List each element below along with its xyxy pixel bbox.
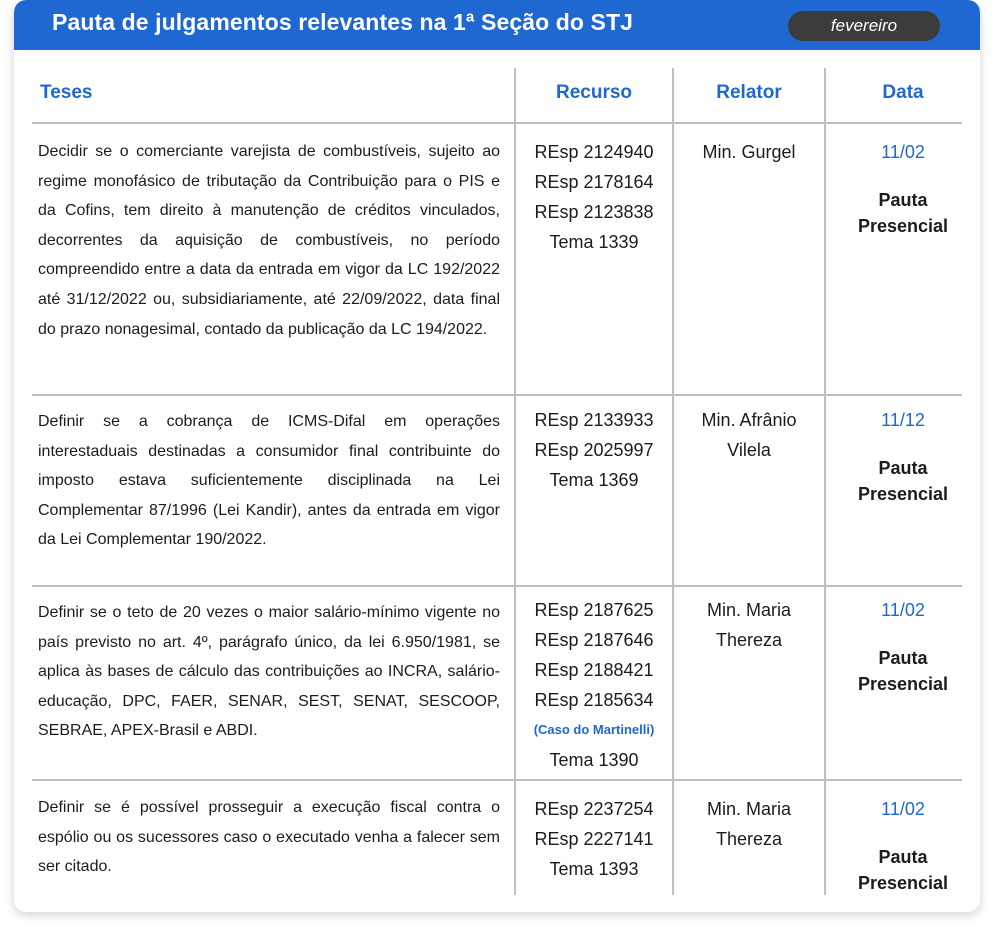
pauta-line: Presencial [857, 674, 949, 694]
data-cell [826, 405, 980, 507]
pauta-line: Presencial [857, 873, 949, 893]
pauta-label [826, 455, 980, 507]
pauta-line: Pauta [878, 190, 928, 210]
data-cell [826, 137, 980, 239]
month-badge: fevereiro [788, 11, 940, 41]
recurso-number: REsp 2187625 [534, 600, 654, 620]
relator-name: Min. Maria [706, 600, 791, 620]
tema-label: Tema 1393 [549, 859, 639, 879]
pauta-label [826, 844, 980, 896]
col-header-recurso: Recurso [555, 82, 633, 103]
agenda-card [14, 0, 980, 912]
session-date: 11/02 [881, 600, 925, 620]
pauta-line: Pauta [878, 458, 928, 478]
session-date: 11/12 [881, 410, 925, 430]
tese-text: Definir se o teto de 20 vezes o maior salário-mínimo vigente no país previsto no art. 4º, parágrafo único, da lei 6.950/1981, se aplica às bases de cálculo das contribuições ao INCRA, salário-educação, DPC, FAER, SENAR, SEST, SENAT, SESCOOP, SEBRAE, APEX-Brasil e ABDI. [38, 604, 500, 740]
relator-name: Min. Gurgel [702, 142, 796, 162]
recurso-number: REsp 2185634 [534, 690, 654, 710]
relator-name: Thereza [715, 630, 783, 650]
session-date: 11/02 [881, 799, 925, 819]
col-header-relator: Relator [716, 82, 782, 103]
page-title: Pauta de julgamentos relevantes na 1ª Seção do STJ [52, 9, 634, 35]
recurso-cell [516, 405, 672, 495]
pauta-line: Presencial [857, 216, 949, 236]
tema-label: Tema 1390 [549, 750, 639, 770]
case-note: (Caso do Martinelli) [533, 722, 655, 737]
col-header-data: Data [882, 82, 924, 103]
pauta-line: Pauta [878, 847, 928, 867]
recurso-number: REsp 2178164 [534, 172, 654, 192]
recurso-number: REsp 2237254 [534, 799, 654, 819]
relator-name: Min. Afrânio [701, 410, 797, 430]
pauta-label [826, 187, 980, 239]
pauta-line: Presencial [857, 484, 949, 504]
relator-name: Thereza [715, 829, 783, 849]
recurso-number: REsp 2133933 [534, 410, 654, 430]
relator-cell [674, 405, 824, 465]
recurso-number: REsp 2025997 [534, 440, 654, 460]
recurso-cell [516, 794, 672, 884]
recurso-number: REsp 2187646 [534, 630, 654, 650]
relator-cell [674, 794, 824, 854]
row-divider [32, 394, 962, 396]
session-date: 11/02 [881, 142, 925, 162]
pauta-label [826, 645, 980, 697]
relator-cell [674, 595, 824, 655]
recurso-number: REsp 2124940 [534, 142, 654, 162]
grid-line [672, 68, 674, 895]
tese-text: Definir se a cobrança de ICMS-Difal em operações interestaduais destinadas a consumidor final contribuinte do imposto estava suficientemente disciplinada na Lei Complementar 87/1996 (Lei Kandir), antes da entrada em vigor da Lei Complementar 190/2022. [38, 413, 500, 549]
data-cell [826, 794, 980, 896]
tema-label: Tema 1369 [549, 470, 639, 490]
row-divider [32, 779, 962, 781]
relator-name: Min. Maria [706, 799, 791, 819]
recurso-number: REsp 2123838 [534, 202, 654, 222]
tese-text: Definir se é possível prosseguir a execução fiscal contra o espólio ou os sucessores caso o executado venha a falecer sem ser citado. [38, 799, 500, 876]
recurso-cell [516, 137, 672, 257]
data-cell [826, 595, 980, 697]
row-divider [32, 122, 962, 124]
recurso-cell [516, 595, 672, 775]
header-bar [14, 0, 980, 50]
tese-text: Decidir se o comerciante varejista de combustíveis, sujeito ao regime monofásico de tributação da Contribuição para o PIS e da Cofins, tem direito à manutenção de créditos vinculados, decorrentes da aquisição de combustíveis, no período compreendido entre a data da entrada em vigor da LC 192/2022 até 31/12/2022 ou, subsidiariamente, até 22/09/2022, data final do prazo nonagesimal, contado da publicação da LC 194/2022. [38, 143, 500, 338]
relator-cell [674, 137, 824, 167]
tema-label: Tema 1339 [549, 232, 639, 252]
pauta-line: Pauta [878, 648, 928, 668]
col-header-teses: Teses [40, 82, 93, 103]
recurso-number: REsp 2188421 [534, 660, 654, 680]
row-divider [32, 585, 962, 587]
recurso-number: REsp 2227141 [534, 829, 654, 849]
relator-name: Vilela [727, 440, 771, 460]
